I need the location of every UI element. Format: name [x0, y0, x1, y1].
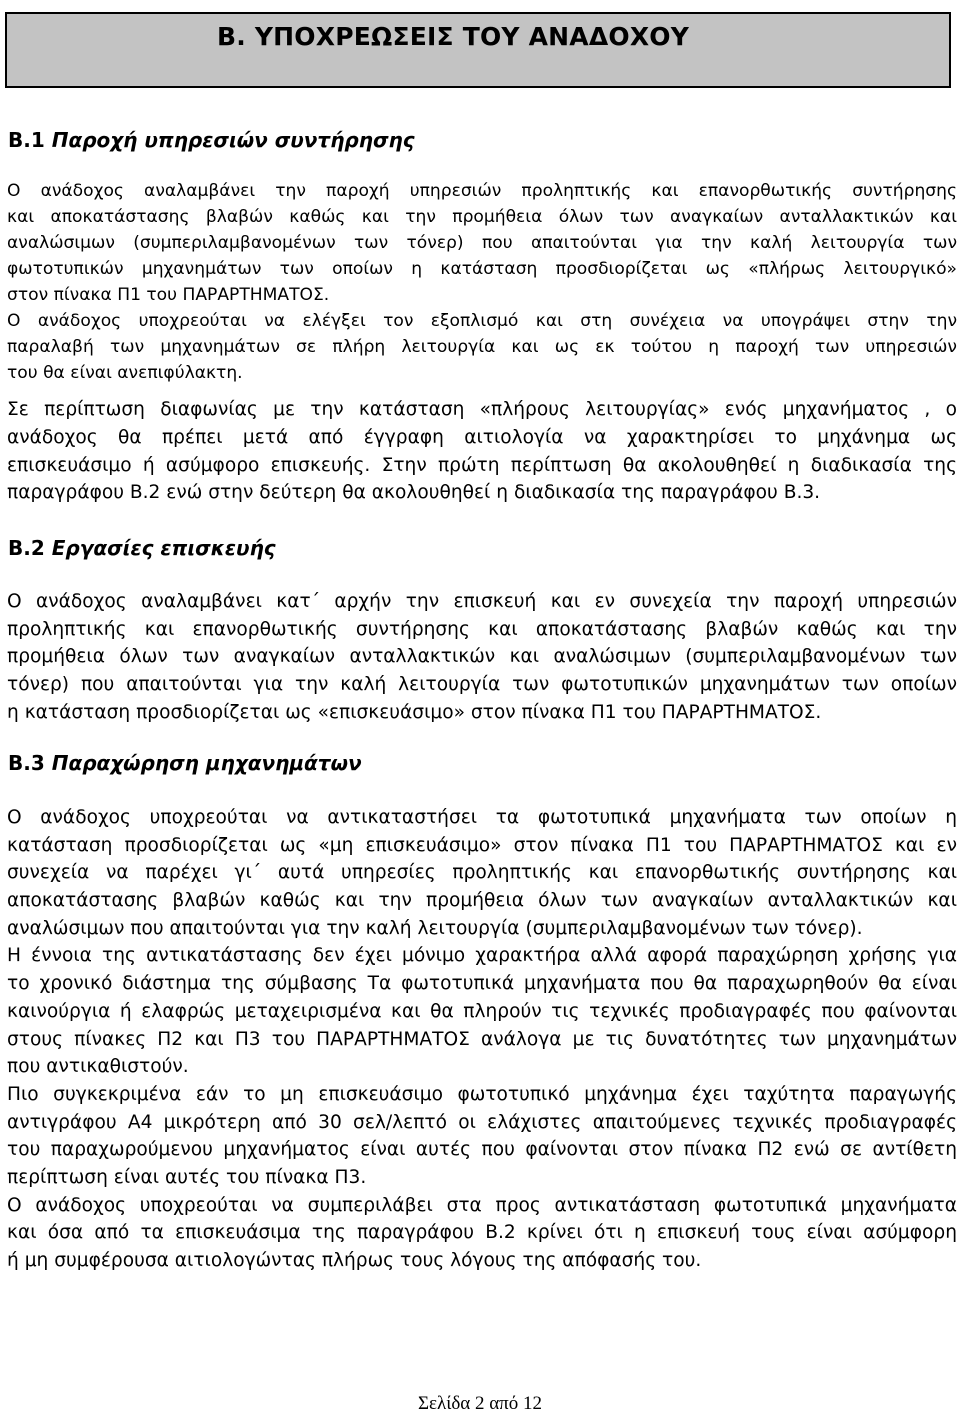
section-b2-body: [7, 588, 957, 726]
paragraph-line: Ο ανάδοχος αναλαμβάνει κατ΄ αρχήν την επισκευή και εν συνεχεία την παροχή υπηρεσιών: [7, 591, 957, 612]
paragraph-line: ανάδοχος θα πρέπει μετά από έγγραφη αιτιολογία να χαρακτηρίσει το μηχάνημα ως: [7, 426, 957, 448]
paragraph-line: Ο ανάδοχος υποχρεούται να αντικαταστήσει τα φωτοτυπικά μηχανήματα των οποίων η: [7, 807, 957, 828]
paragraph-line: το χρονικό διάστημα της σύμβασης Τα φωτοτυπικά μηχανήματα που θα παραχωρηθούν θα είναι: [7, 973, 957, 995]
page-number-footer: Σελίδα 2 από 12: [417, 1393, 543, 1414]
paragraph-line: παραλαβή των μηχανημάτων σε πλήρη λειτουργία και ως εκ τούτου η παροχή των υπηρεσιών: [7, 337, 957, 357]
paragraph-line: τόνερ) που απαιτούνται για την καλή λειτουργία των φωτοτυπικών μηχανημάτων των οποίων: [7, 674, 957, 696]
paragraph-line: η κατάσταση προσδιορίζεται ως «επισκευάσιμο» στον πίνακα Π1 του ΠΑΡΑΡΤΗΜΑΤΟΣ.: [7, 701, 822, 723]
paragraph-line: φωτοτυπικών μηχανημάτων των οποίων η κατάσταση προσδιορίζεται ως «πλήρως λειτουργικό»: [7, 259, 957, 279]
paragraph-line: καινούργια ή ελαφρώς μεταχειρισμένα και θα πληρούν τις τεχνικές προδιαγραφές που φαίνονται: [7, 1000, 957, 1022]
paragraph-line: και όσα από τα επισκευάσιμα της παραγράφου Β.2 κρίνει ότι η επισκευή τους είναι ασύμφορη: [7, 1222, 957, 1244]
paragraph-line: που αντικαθιστούν.: [7, 1056, 189, 1078]
paragraph-line: κατάσταση προσδιορίζεται ως «μη επισκευάσιμο» στον πίνακα Π1 του ΠΑΡΑΡΤΗΜΑΤΟΣ και εν: [7, 834, 957, 856]
paragraph-line: Πιο συγκεκριμένα εάν το μη επισκευάσιμο φωτοτυπικό μηχάνημα έχει ταχύτητα παραγωγής: [7, 1083, 957, 1105]
paragraph-line: επισκευάσιμο ή ασύμφορο επισκευής. Στην πρώτη περίπτωση θα ακολουθηθεί η διαδικασία της: [7, 454, 957, 476]
paragraph-line: Ο ανάδοχος αναλαμβάνει την παροχή υπηρεσιών προληπτικής και επανορθωτικής συντήρησης: [7, 181, 957, 201]
paragraph-line: Ο ανάδοχος υποχρεούται να συμπεριλάβει στα προς αντικατάσταση φωτοτυπικά μηχανήματα: [7, 1194, 957, 1216]
paragraph-line: του παραχωρούμενου μηχανήματος είναι αυτές που φαίνονται στον πίνακα Π2 ενώ σε αντίθετη: [7, 1139, 957, 1161]
paragraph-line: στους πίνακες Π2 και Π3 του ΠΑΡΑΡΤΗΜΑΤΟΣ ανάλογα με τις δυνατότητες των μηχανημάτων: [7, 1028, 957, 1050]
section-b1-body: [7, 178, 957, 386]
paragraph-line: Σε περίπτωση διαφωνίας με την κατάσταση «πλήρους λειτουργίας» ενός μηχανήματος , ο: [7, 399, 957, 420]
section-b3-body: [7, 804, 957, 1275]
paragraph-line: αντιγράφου Α4 μικρότερη από 30 σελ/λεπτό οι ελάχιστες απαιτούμενες τεχνικές προδιαγραφές: [7, 1111, 957, 1133]
paragraph-line: ή μη συμφέρουσα αιτιολογώντας πλήρως τους λόγους της απόφασής του.: [7, 1250, 702, 1271]
paragraph-line: αναλώσιμων (συμπεριλαμβανομένων των τόνερ) που απαιτούνται για την καλή λειτουργία των: [7, 233, 957, 253]
paragraph-line: στον πίνακα Π1 του ΠΑΡΑΡΤΗΜΑΤΟΣ.: [7, 285, 330, 305]
paragraph-line: αναλώσιμων που απαιτούνται για την καλή λειτουργία (συμπεριλαμβανομένων των τόνερ).: [7, 917, 863, 939]
paragraph-line: παραγράφου Β.2 ενώ στην δεύτερη θα ακολουθηθεί η διαδικασία της παραγράφου Β.3.: [7, 482, 821, 504]
section-heading-b3: Β.3 Παραχώρηση μηχανημάτων: [8, 751, 362, 775]
paragraph-line: προληπτικής και επανορθωτικής συντήρησης και αποκατάστασης βλαβών καθώς και την: [7, 618, 957, 640]
section-heading-b2: Β.2 Εργασίες επισκευής: [8, 536, 276, 560]
section-title: Β. ΥΠΟΧΡΕΩΣΕΙΣ ΤΟΥ ΑΝΑΔΟΧΟΥ: [217, 22, 690, 51]
paragraph-line: του θα είναι ανεπιφύλακτη.: [7, 363, 243, 383]
paragraph-line: προμήθεια όλων των αναγκαίων ανταλλακτικών και αναλώσιμων (συμπεριλαμβανομένων των: [7, 646, 957, 668]
paragraph-line: Ο ανάδοχος υποχρεούται να ελέγξει τον εξοπλισμό και στη συνέχεια να υπογράψει στην την: [7, 311, 957, 331]
paragraph-line: περίπτωση είναι αυτές του πίνακα Π3.: [7, 1166, 367, 1188]
paragraph-line: και αποκατάστασης βλαβών καθώς και την προμήθεια όλων των αναγκαίων ανταλλακτικών και: [7, 207, 957, 227]
section-heading-b1: Β.1 Παροχή υπηρεσιών συντήρησης: [8, 128, 415, 152]
paragraph-line: αποκατάστασης βλαβών καθώς και την προμήθεια όλων των αναγκαίων ανταλλακτικών και: [7, 890, 957, 912]
paragraph-line: Η έννοια της αντικατάστασης δεν έχει μόνιμο χαρακτήρα αλλά αφορά παραχώρηση χρήσης για: [7, 945, 957, 967]
section-b1-body-2: [7, 396, 957, 507]
paragraph-line: συνεχεία να παρέχει γι΄ αυτά υπηρεσίες προληπτικής και επανορθωτικής συντήρησης και: [7, 862, 957, 884]
